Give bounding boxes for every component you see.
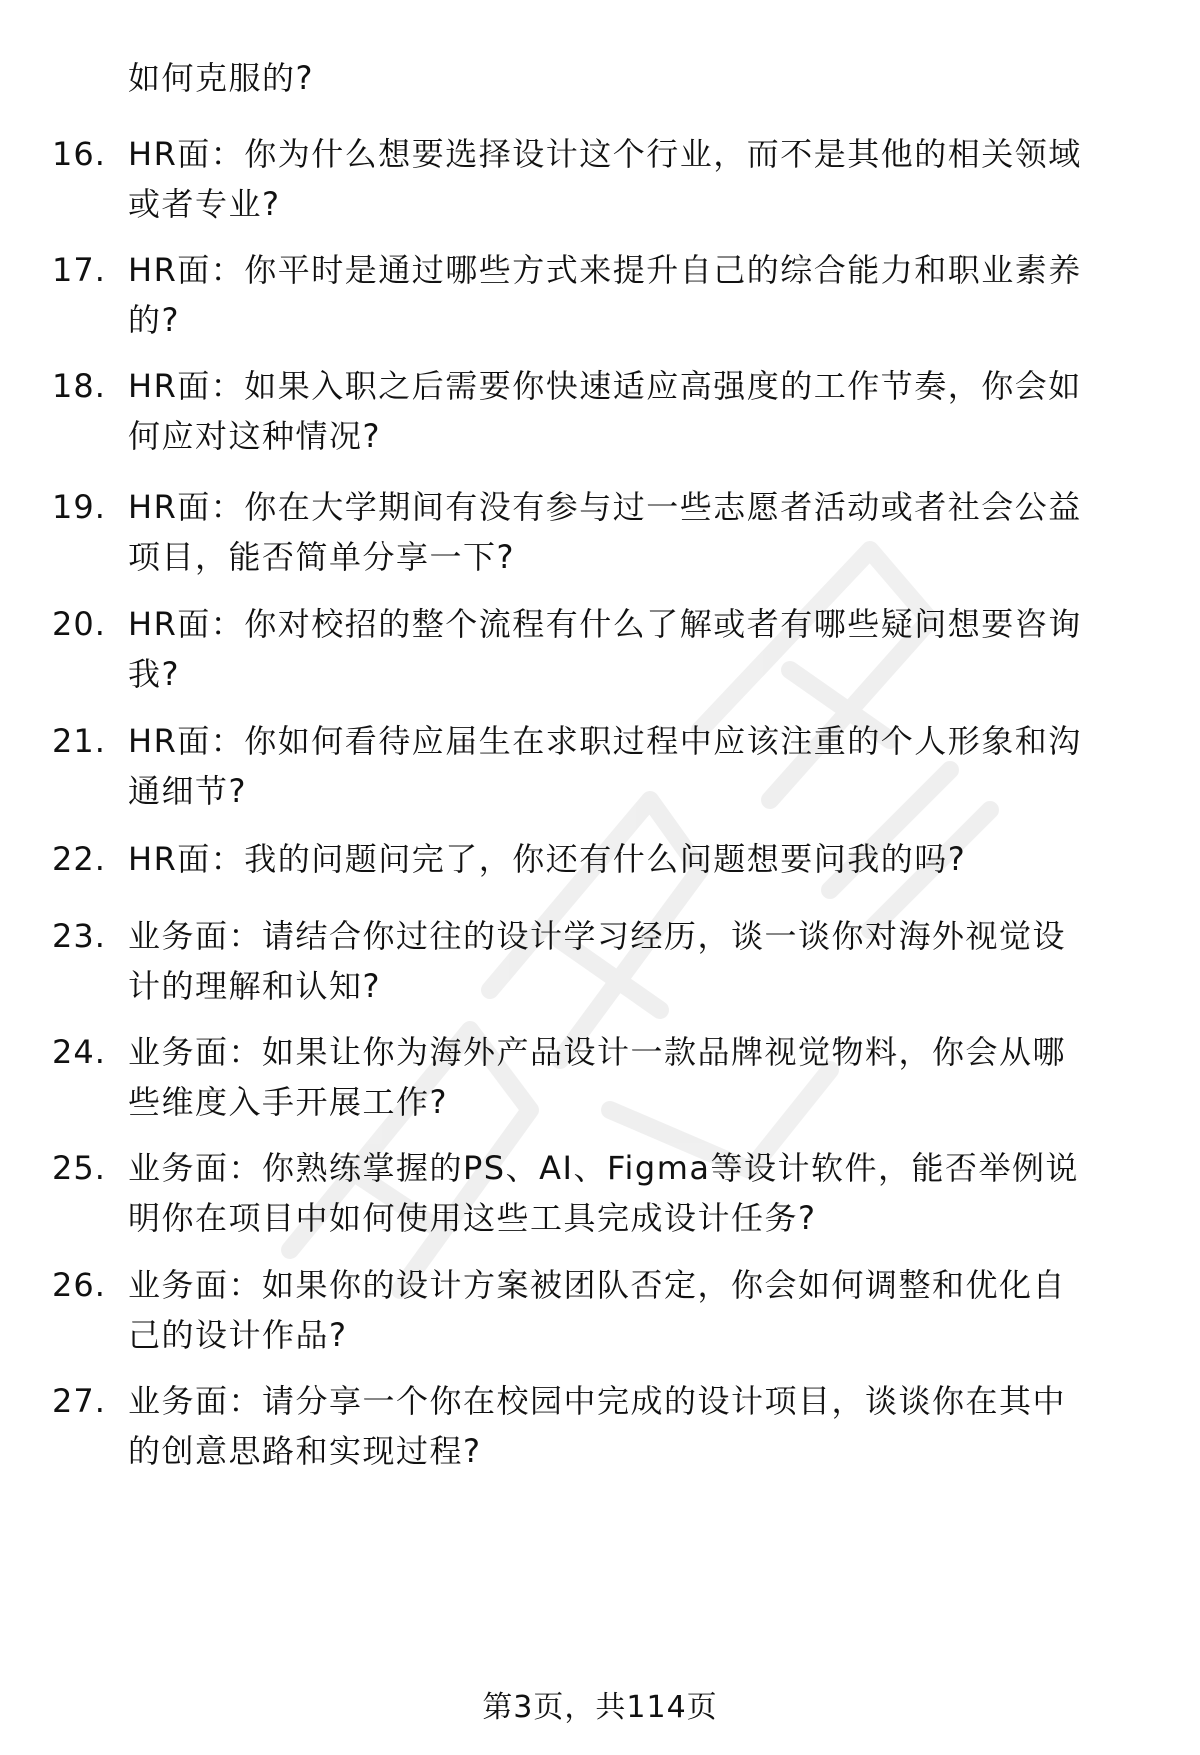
question-line: 业务面：如果你的设计方案被团队否定，你会如何调整和优化自 bbox=[128, 1266, 1067, 1304]
question-line: 业务面：请结合你过往的设计学习经历，谈一谈你对海外视觉设 bbox=[128, 917, 1067, 955]
question-line: HR面：你平时是通过哪些方式来提升自己的综合能力和职业素养 bbox=[128, 251, 1082, 289]
question-number: 16. bbox=[52, 135, 106, 173]
question-number: 26. bbox=[52, 1266, 106, 1304]
question-line: 的创意思路和实现过程? bbox=[128, 1432, 482, 1470]
question-line: 计的理解和认知? bbox=[128, 967, 381, 1005]
question-line: 项目，能否简单分享一下? bbox=[128, 538, 515, 576]
question-text bbox=[128, 1376, 1168, 1476]
question-number: 17. bbox=[52, 251, 106, 289]
question-line: HR面：你为什么想要选择设计这个行业，而不是其他的相关领域 bbox=[128, 135, 1082, 173]
question-line: 己的设计作品? bbox=[128, 1316, 348, 1354]
question-line: 何应对这种情况? bbox=[128, 417, 381, 455]
question-text bbox=[128, 1260, 1168, 1360]
page-footer: 第3页，共114页 bbox=[482, 1690, 718, 1725]
question-line: HR面：你如何看待应届生在求职过程中应该注重的个人形象和沟 bbox=[128, 722, 1082, 760]
question-text bbox=[128, 1143, 1168, 1243]
question-text bbox=[128, 911, 1168, 1011]
question-line: 我? bbox=[128, 655, 180, 693]
question-text bbox=[128, 245, 1168, 345]
question-line: HR面：你在大学期间有没有参与过一些志愿者活动或者社会公益 bbox=[128, 488, 1082, 526]
question-line: HR面：你对校招的整个流程有什么了解或者有哪些疑问想要咨询 bbox=[128, 605, 1082, 643]
question-number: 19. bbox=[52, 488, 106, 526]
question-line: 些维度入手开展工作? bbox=[128, 1083, 448, 1121]
question-number: 24. bbox=[52, 1033, 106, 1071]
question-text bbox=[128, 1027, 1168, 1127]
question-number: 21. bbox=[52, 722, 106, 760]
question-line: 或者专业? bbox=[128, 185, 281, 223]
question-number: 22. bbox=[52, 840, 106, 878]
question-number: 18. bbox=[52, 367, 106, 405]
question-number: 23. bbox=[52, 917, 106, 955]
question-line: HR面：如果入职之后需要你快速适应高强度的工作节奏，你会如 bbox=[128, 367, 1082, 405]
question-text bbox=[128, 599, 1168, 699]
question-line: HR面：我的问题问完了，你还有什么问题想要问我的吗? bbox=[128, 840, 967, 878]
question-line: 业务面：你熟练掌握的PS、AI、Figma等设计软件，能否举例说 bbox=[128, 1149, 1080, 1187]
question-number: 20. bbox=[52, 605, 106, 643]
continuation-text: 如何克服的? bbox=[128, 59, 314, 97]
question-text bbox=[128, 129, 1168, 229]
question-text bbox=[128, 716, 1168, 816]
question-line: 通细节? bbox=[128, 772, 247, 810]
question-number: 25. bbox=[52, 1149, 106, 1187]
question-line: 的? bbox=[128, 301, 180, 339]
question-text bbox=[128, 834, 1168, 884]
question-line: 明你在项目中如何使用这些工具完成设计任务? bbox=[128, 1199, 817, 1237]
question-line: 业务面：如果让你为海外产品设计一款品牌视觉物料，你会从哪 bbox=[128, 1033, 1067, 1071]
question-text bbox=[128, 361, 1168, 461]
question-text bbox=[128, 482, 1168, 582]
question-number: 27. bbox=[52, 1382, 106, 1420]
question-line: 业务面：请分享一个你在校园中完成的设计项目，谈谈你在其中 bbox=[128, 1382, 1067, 1420]
